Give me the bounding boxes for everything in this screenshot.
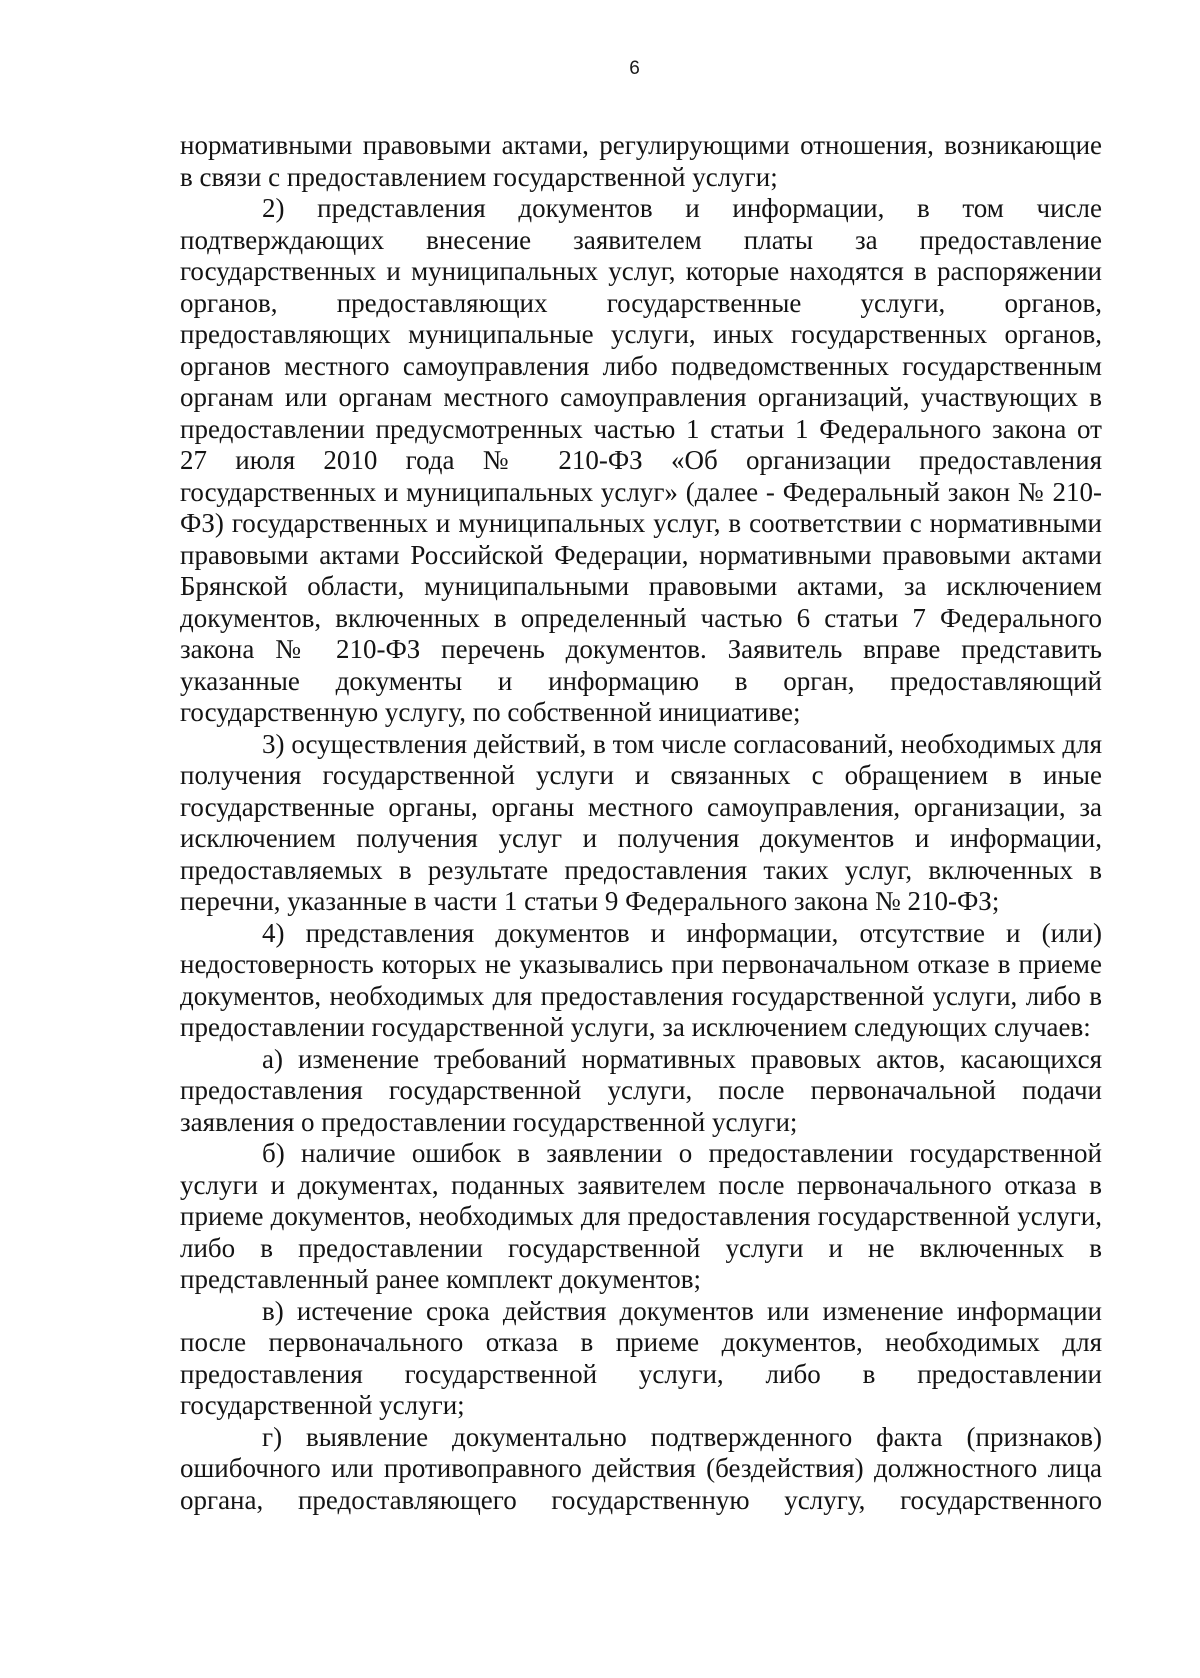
paragraph-item-3: 3) осуществления действий, в том числе согласований, необходимых для получения государственной услуги и связанных с обращением в иные государственные органы, органы местного самоуправления, организации, за исключением получения услуг и получения документов и информации, предоставляемых в результате предоставления таких услуг, включенных в перечни, указанные в части 1 статьи 9 Федерального закона № 210-ФЗ; — [180, 728, 1102, 916]
paragraph-subitem-v: в) истечение срока действия документов или изменение информации после первоначального отказа в приеме документов, необходимых для предоставления государственной услуги, либо в предоставлении государственной услуги; — [180, 1295, 1102, 1420]
paragraph-item-2: 2) представления документов и информации, в том числе подтверждающих внесение заявителем платы за предоставление государственных и муниципальных услуг, которые находятся в распоряжении органов, предоставляющих государственные услуги, органов, предоставляющих муниципальные услуги, иных государственных органов, органов местного самоуправления либо подведомственных государственным органам или органам местного самоуправления организаций, участвующих в предоставлении предусмотренных частью 1 статьи 1 Федерального закона от 27 июля 2010 года № 210-ФЗ «Об организации предоставления государственных и муниципальных услуг» (далее - Федеральный закон № 210-ФЗ) государственных и муниципальных услуг, в соответствии с нормативными правовыми актами Российской Федерации, нормативными правовыми актами Брянской области, муниципальными правовыми актами, за исключением документов, включенных в определенный частью 6 статьи 7 Федерального закона № 210-ФЗ перечень документов. Заявитель вправе представить указанные документы и информацию в орган, предоставляющий государственную услугу, по собственной инициативе; — [180, 193, 1102, 727]
paragraph-subitem-b: б) наличие ошибок в заявлении о предоставлении государственной услуги и документах, поданных заявителем после первоначального отказа в приеме документов, необходимых для предоставления государственной услуги, либо в предоставлении государственной услуги и не включенных в представленный ранее комплект документов; — [180, 1138, 1102, 1294]
page-number: 6 — [629, 58, 640, 79]
paragraph-subitem-g: г) выявление документально подтвержденного факта (признаков) ошибочного или противоправного действия (бездействия) должностного лица органа, предоставляющего государственную услугу, государственного — [180, 1421, 1102, 1515]
document-body — [180, 130, 1102, 1516]
paragraph-continuation: нормативными правовыми актами, регулирующими отношения, возникающие в связи с предоставлением государственной услуги; — [180, 130, 1102, 192]
paragraph-item-4: 4) представления документов и информации, отсутствие и (или) недостоверность которых не указывались при первоначальном отказе в приеме документов, необходимых для предоставления государственной услуги, либо в предоставлении государственной услуги, за исключением следующих случаев: — [180, 917, 1102, 1042]
paragraph-subitem-a: а) изменение требований нормативных правовых актов, касающихся предоставления государственной услуги, после первоначальной подачи заявления о предоставлении государственной услуги; — [180, 1043, 1102, 1137]
